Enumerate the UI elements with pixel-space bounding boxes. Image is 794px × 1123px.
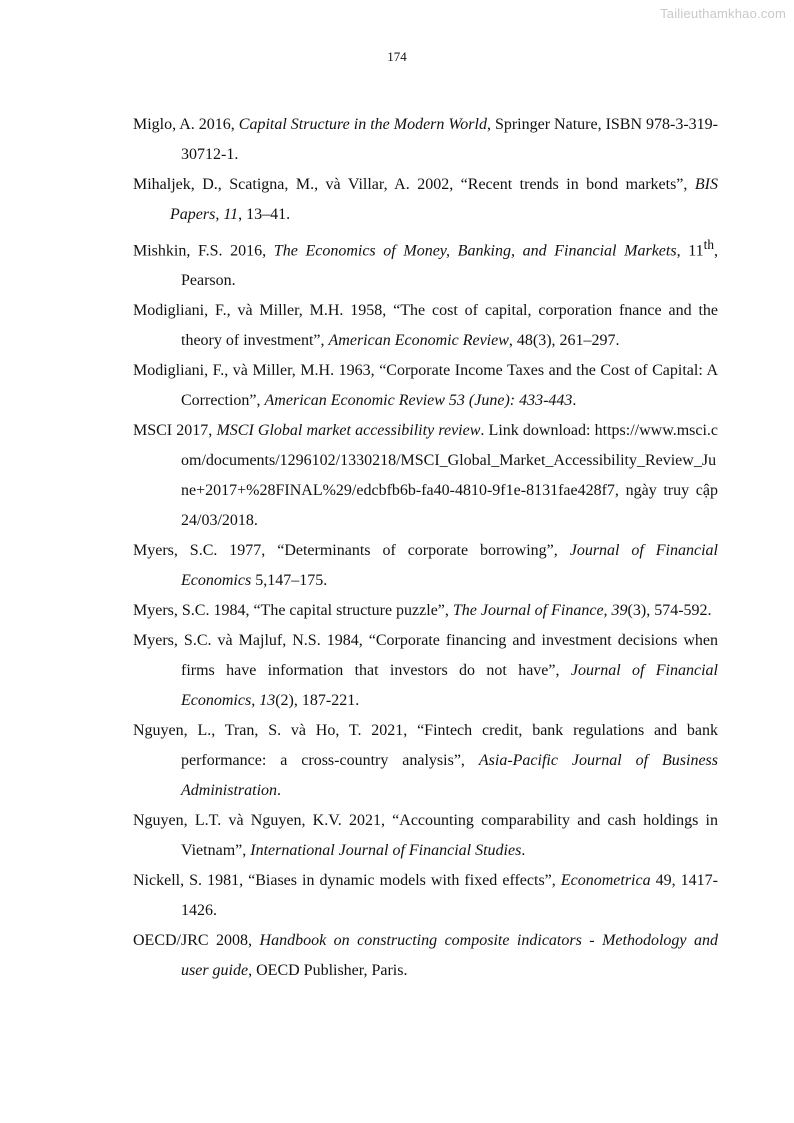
ref-text: (2), 187-221. <box>275 692 360 710</box>
reference-entry-mishkin-2016 <box>133 230 718 296</box>
ref-text: , Springer Nature, ISBN 978-3-319-30712-1. <box>181 116 719 163</box>
reference-entry-myers-1984 <box>133 596 718 626</box>
ref-text: Nickell, S. 1981, “Biases in dynamic models with fixed effects”, <box>133 872 561 890</box>
reference-entry-modigliani-1958 <box>133 296 718 356</box>
reference-entry-mihaljek-2002 <box>133 170 718 230</box>
ref-text: 5,147–175. <box>251 572 328 590</box>
ref-text: , OECD Publisher, Paris. <box>248 962 408 980</box>
ref-text: Myers, S.C. 1984, “The capital structure puzzle”, <box>133 602 453 620</box>
reference-entry-miglo-2016 <box>133 110 718 170</box>
ref-text: Myers, S.C. và Majluf, N.S. 1984, “Corporate financing and investment decisions when firms have information that investors do not have”, <box>133 632 718 680</box>
reference-entry-oecd-jrc-2008 <box>133 926 718 986</box>
ref-text: Nguyen, L.T. và Nguyen, K.V. 2021, “Accounting comparability and cash holdings in Vietnam”, <box>133 812 718 860</box>
download-link[interactable]: https://www.msci.com/documents/1296102/1330218/MSCI_Global_Market_Accessibility_Review_June+2017+%28FINAL%29/edcbfb6b-fa40-4810-9f1e-8131fae428f7 <box>181 422 719 500</box>
ref-text: . <box>277 782 282 800</box>
ref-text: (3), 574-592. <box>627 602 712 620</box>
ref-title: Capital Structure in the Modern World <box>238 116 487 133</box>
ref-title: The Economics of Money, Banking, and Financial Markets <box>273 242 677 260</box>
watermark-text: Tailieuthamkhao.com <box>660 6 786 21</box>
reference-entry-msci-2017 <box>133 416 718 536</box>
reference-entry-nickell-1981 <box>133 866 718 926</box>
ref-text: 49, 1417-1426. <box>181 872 719 920</box>
ref-title: Econometrica <box>560 872 651 890</box>
ref-text: Modigliani, F., và Miller, M.H. 1963, “Corporate Income Taxes and the Cost of Capital: A Correction”, <box>133 362 718 410</box>
ref-title: MSCI Global market accessibility review <box>216 422 481 440</box>
ref-text: Mihaljek, D., Scatigna, M., và Villar, A. 2002, “Recent trends in bond markets”, <box>133 176 695 193</box>
ref-text: . <box>521 842 526 860</box>
reference-entry-nguyen-2021-accounting <box>133 806 718 866</box>
reference-entry-myers-1977 <box>133 536 718 596</box>
ref-title: American Economic Review <box>328 332 509 350</box>
ref-text: , 48(3), 261–297. <box>508 332 620 350</box>
ref-text: Miglo, A. 2016, <box>133 116 239 133</box>
ref-text: MSCI 2017, <box>133 422 217 440</box>
reference-entry-myers-majluf-1984 <box>133 626 718 716</box>
ref-title: BIS Papers, 11 <box>170 176 718 223</box>
ref-text: , 11 <box>676 242 704 260</box>
ref-text: , ngày truy cập 24/03/2018. <box>181 482 718 530</box>
page-number: 174 <box>387 49 407 64</box>
ref-text: Modigliani, F., và Miller, M.H. 1958, “The cost of capital, corporation fnance and the theory of investment”, <box>133 302 718 350</box>
ref-text: Myers, S.C. 1977, “Determinants of corporate borrowing”, <box>133 542 570 560</box>
ref-title: Journal of Financial Economics, 13 <box>181 662 718 710</box>
ref-title: Handbook on constructing composite indicators - Methodology and user guide <box>181 932 718 980</box>
ref-title: International Journal of Financial Studies <box>250 842 522 860</box>
ref-text: , Pearson. <box>181 242 719 290</box>
ref-superscript: th <box>703 237 715 252</box>
ref-text: , 13–41. <box>238 206 291 223</box>
reference-entry-modigliani-1963 <box>133 356 718 416</box>
reference-entry-nguyen-2021-fintech <box>133 716 718 806</box>
ref-text: Mishkin, F.S. 2016, <box>133 242 274 260</box>
ref-text: Nguyen, L., Tran, S. và Ho, T. 2021, “Fintech credit, bank regulations and bank performance: a cross-country analysis”, <box>133 722 718 770</box>
ref-text: . Link download: <box>480 422 595 440</box>
reference-list <box>133 110 718 986</box>
ref-text: OECD/JRC 2008, <box>133 932 260 950</box>
ref-title: American Economic Review 53 (June): 433-443 <box>264 392 573 410</box>
ref-title: The Journal of Finance, 39 <box>452 602 628 620</box>
ref-title: Asia-Pacific Journal of Business Administration <box>181 752 718 800</box>
ref-title: Journal of Financial Economics <box>181 542 718 590</box>
ref-text: . <box>572 392 577 410</box>
